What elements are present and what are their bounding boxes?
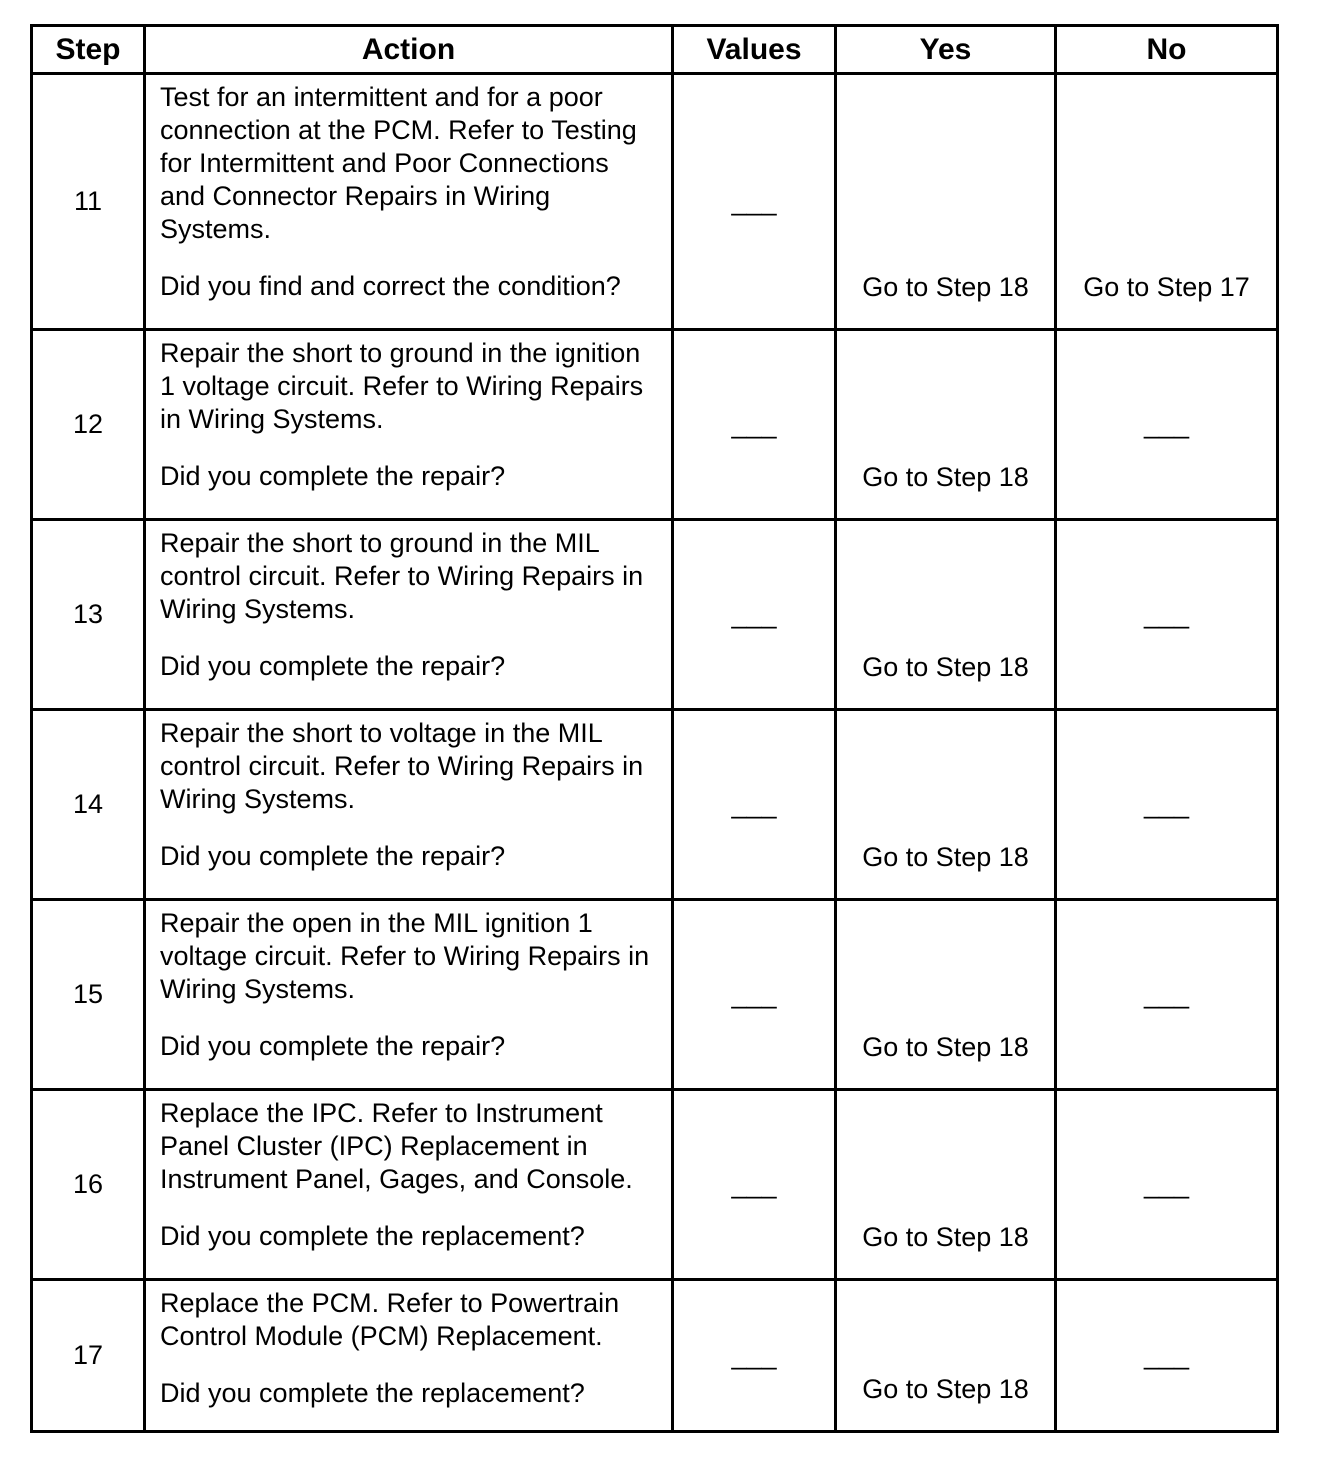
step-number: 13: [32, 520, 145, 710]
action-cell: [145, 520, 673, 710]
action-cell: [145, 330, 673, 520]
step-number: 14: [32, 710, 145, 900]
action-text: Repair the short to voltage in the MIL control circuit. Refer to Wiring Repairs in Wiring Systems.: [160, 718, 644, 814]
header-action: Action: [145, 26, 673, 74]
header-no: No: [1056, 26, 1278, 74]
action-cell: [145, 1090, 673, 1280]
no-cell: ___: [1056, 330, 1278, 520]
yes-cell: Go to Step 18: [836, 330, 1056, 520]
values-cell: ___: [673, 330, 836, 520]
values-cell: ___: [673, 1280, 836, 1432]
values-cell: ___: [673, 1090, 836, 1280]
action-cell: [145, 74, 673, 330]
action-question: Did you complete the repair?: [160, 841, 506, 871]
step-number: 16: [32, 1090, 145, 1280]
values-cell: ___: [673, 710, 836, 900]
no-cell: ___: [1056, 900, 1278, 1090]
step-number: 11: [32, 74, 145, 330]
yes-cell: Go to Step 18: [836, 520, 1056, 710]
table-row: [32, 1090, 1278, 1280]
yes-cell: Go to Step 18: [836, 1090, 1056, 1280]
header-row: [32, 26, 1278, 74]
action-question: Did you find and correct the condition?: [160, 271, 621, 301]
no-cell: ___: [1056, 1280, 1278, 1432]
action-question: Did you complete the replacement?: [160, 1378, 585, 1408]
action-text: Repair the short to ground in the ignition 1 voltage circuit. Refer to Wiring Repairs in Wiring Systems.: [160, 338, 644, 434]
action-question: Did you complete the replacement?: [160, 1221, 585, 1251]
header-values: Values: [673, 26, 836, 74]
step-number: 15: [32, 900, 145, 1090]
table-row: [32, 1280, 1278, 1432]
no-cell: ___: [1056, 710, 1278, 900]
action-cell: [145, 1280, 673, 1432]
no-cell: Go to Step 17: [1056, 74, 1278, 330]
yes-cell: Go to Step 18: [836, 900, 1056, 1090]
action-question: Did you complete the repair?: [160, 461, 506, 491]
yes-cell: Go to Step 18: [836, 74, 1056, 330]
table-row: [32, 710, 1278, 900]
yes-cell: Go to Step 18: [836, 1280, 1056, 1432]
action-cell: [145, 900, 673, 1090]
action-question: Did you complete the repair?: [160, 651, 506, 681]
table-row: [32, 520, 1278, 710]
values-cell: ___: [673, 520, 836, 710]
values-cell: ___: [673, 74, 836, 330]
step-number: 17: [32, 1280, 145, 1432]
action-text: Replace the IPC. Refer to Instrument Panel Cluster (IPC) Replacement in Instrument Panel, Gages, and Console.: [160, 1098, 633, 1194]
no-cell: ___: [1056, 520, 1278, 710]
table-row: [32, 330, 1278, 520]
yes-cell: Go to Step 18: [836, 710, 1056, 900]
table-row: [32, 74, 1278, 330]
step-number: 12: [32, 330, 145, 520]
action-text: Repair the short to ground in the MIL control circuit. Refer to Wiring Repairs in Wiring Systems.: [160, 528, 644, 624]
header-yes: Yes: [836, 26, 1056, 74]
action-text: Replace the PCM. Refer to Powertrain Control Module (PCM) Replacement.: [160, 1288, 620, 1351]
action-text: Test for an intermittent and for a poor connection at the PCM. Refer to Testing for Intermittent and Poor Connections and Connector Repairs in Wiring Systems.: [160, 82, 637, 244]
table-row: [32, 900, 1278, 1090]
action-question: Did you complete the repair?: [160, 1031, 506, 1061]
action-cell: [145, 710, 673, 900]
diagnostic-table: [30, 24, 1279, 1433]
header-step: Step: [32, 26, 145, 74]
action-text: Repair the open in the MIL ignition 1 voltage circuit. Refer to Wiring Repairs in Wiring Systems.: [160, 908, 650, 1004]
values-cell: ___: [673, 900, 836, 1090]
no-cell: ___: [1056, 1090, 1278, 1280]
